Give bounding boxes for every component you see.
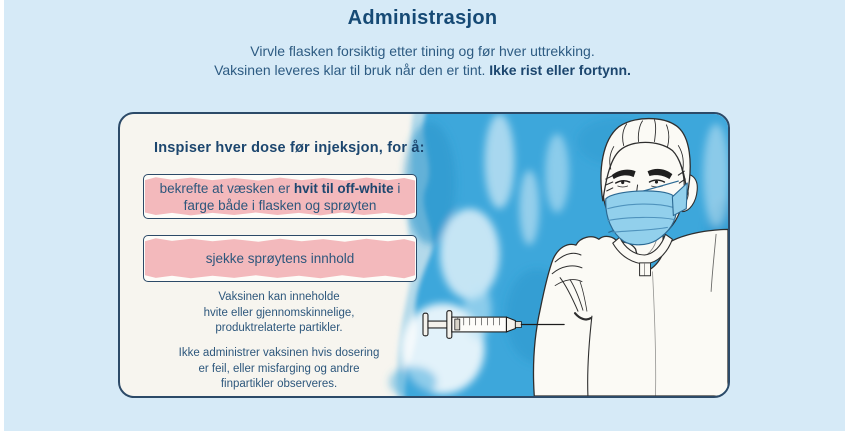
intro-text (0, 42, 845, 80)
step1-line1-post: i (393, 180, 401, 196)
step2-text: sjekke sprøytens innhold (205, 251, 355, 266)
note-particles-line-3: produktrelaterte partikler. (215, 322, 343, 334)
step-box-check-contents (143, 235, 417, 282)
intro-line-2-normal: Vaksinen leveres klar til bruk når den er tint. (214, 62, 490, 78)
note-particles-line-2: hvite eller gjennomskinnelige, (203, 306, 355, 319)
step1-line1-pre: bekrefte at væsken er (159, 180, 294, 196)
step-box-check-contents-text (206, 250, 355, 267)
card-heading: Inspiser hver dose før injeksjon, for å: (154, 140, 425, 156)
instruction-card (118, 112, 730, 398)
note-particles (149, 290, 409, 337)
note-warning-line-1: Ikke administrer vaksinen hvis dosering (178, 347, 380, 359)
page-title: Administrasjon (347, 7, 498, 29)
note-warning (149, 346, 409, 393)
intro-line-2 (0, 61, 845, 80)
step1-line2: farge både i flasken og sprøyten (183, 197, 377, 213)
note-particles-line-1: Vaksinen kan inneholde (218, 291, 340, 303)
step-box-confirm-color-text (160, 180, 401, 214)
intro-line-1: Virvle flasken forsiktig etter tining og før hver uttrekking. (250, 43, 595, 59)
step-box-confirm-color (143, 174, 417, 219)
note-warning-line-3: finpartikler observeres. (220, 378, 338, 390)
note-warning-line-2: er feil, eller misfarging og andre (198, 362, 360, 375)
step1-line1-bold: hvit til off-white (293, 180, 394, 196)
intro-line-2-bold: Ikke rist eller fortynn. (489, 62, 631, 78)
